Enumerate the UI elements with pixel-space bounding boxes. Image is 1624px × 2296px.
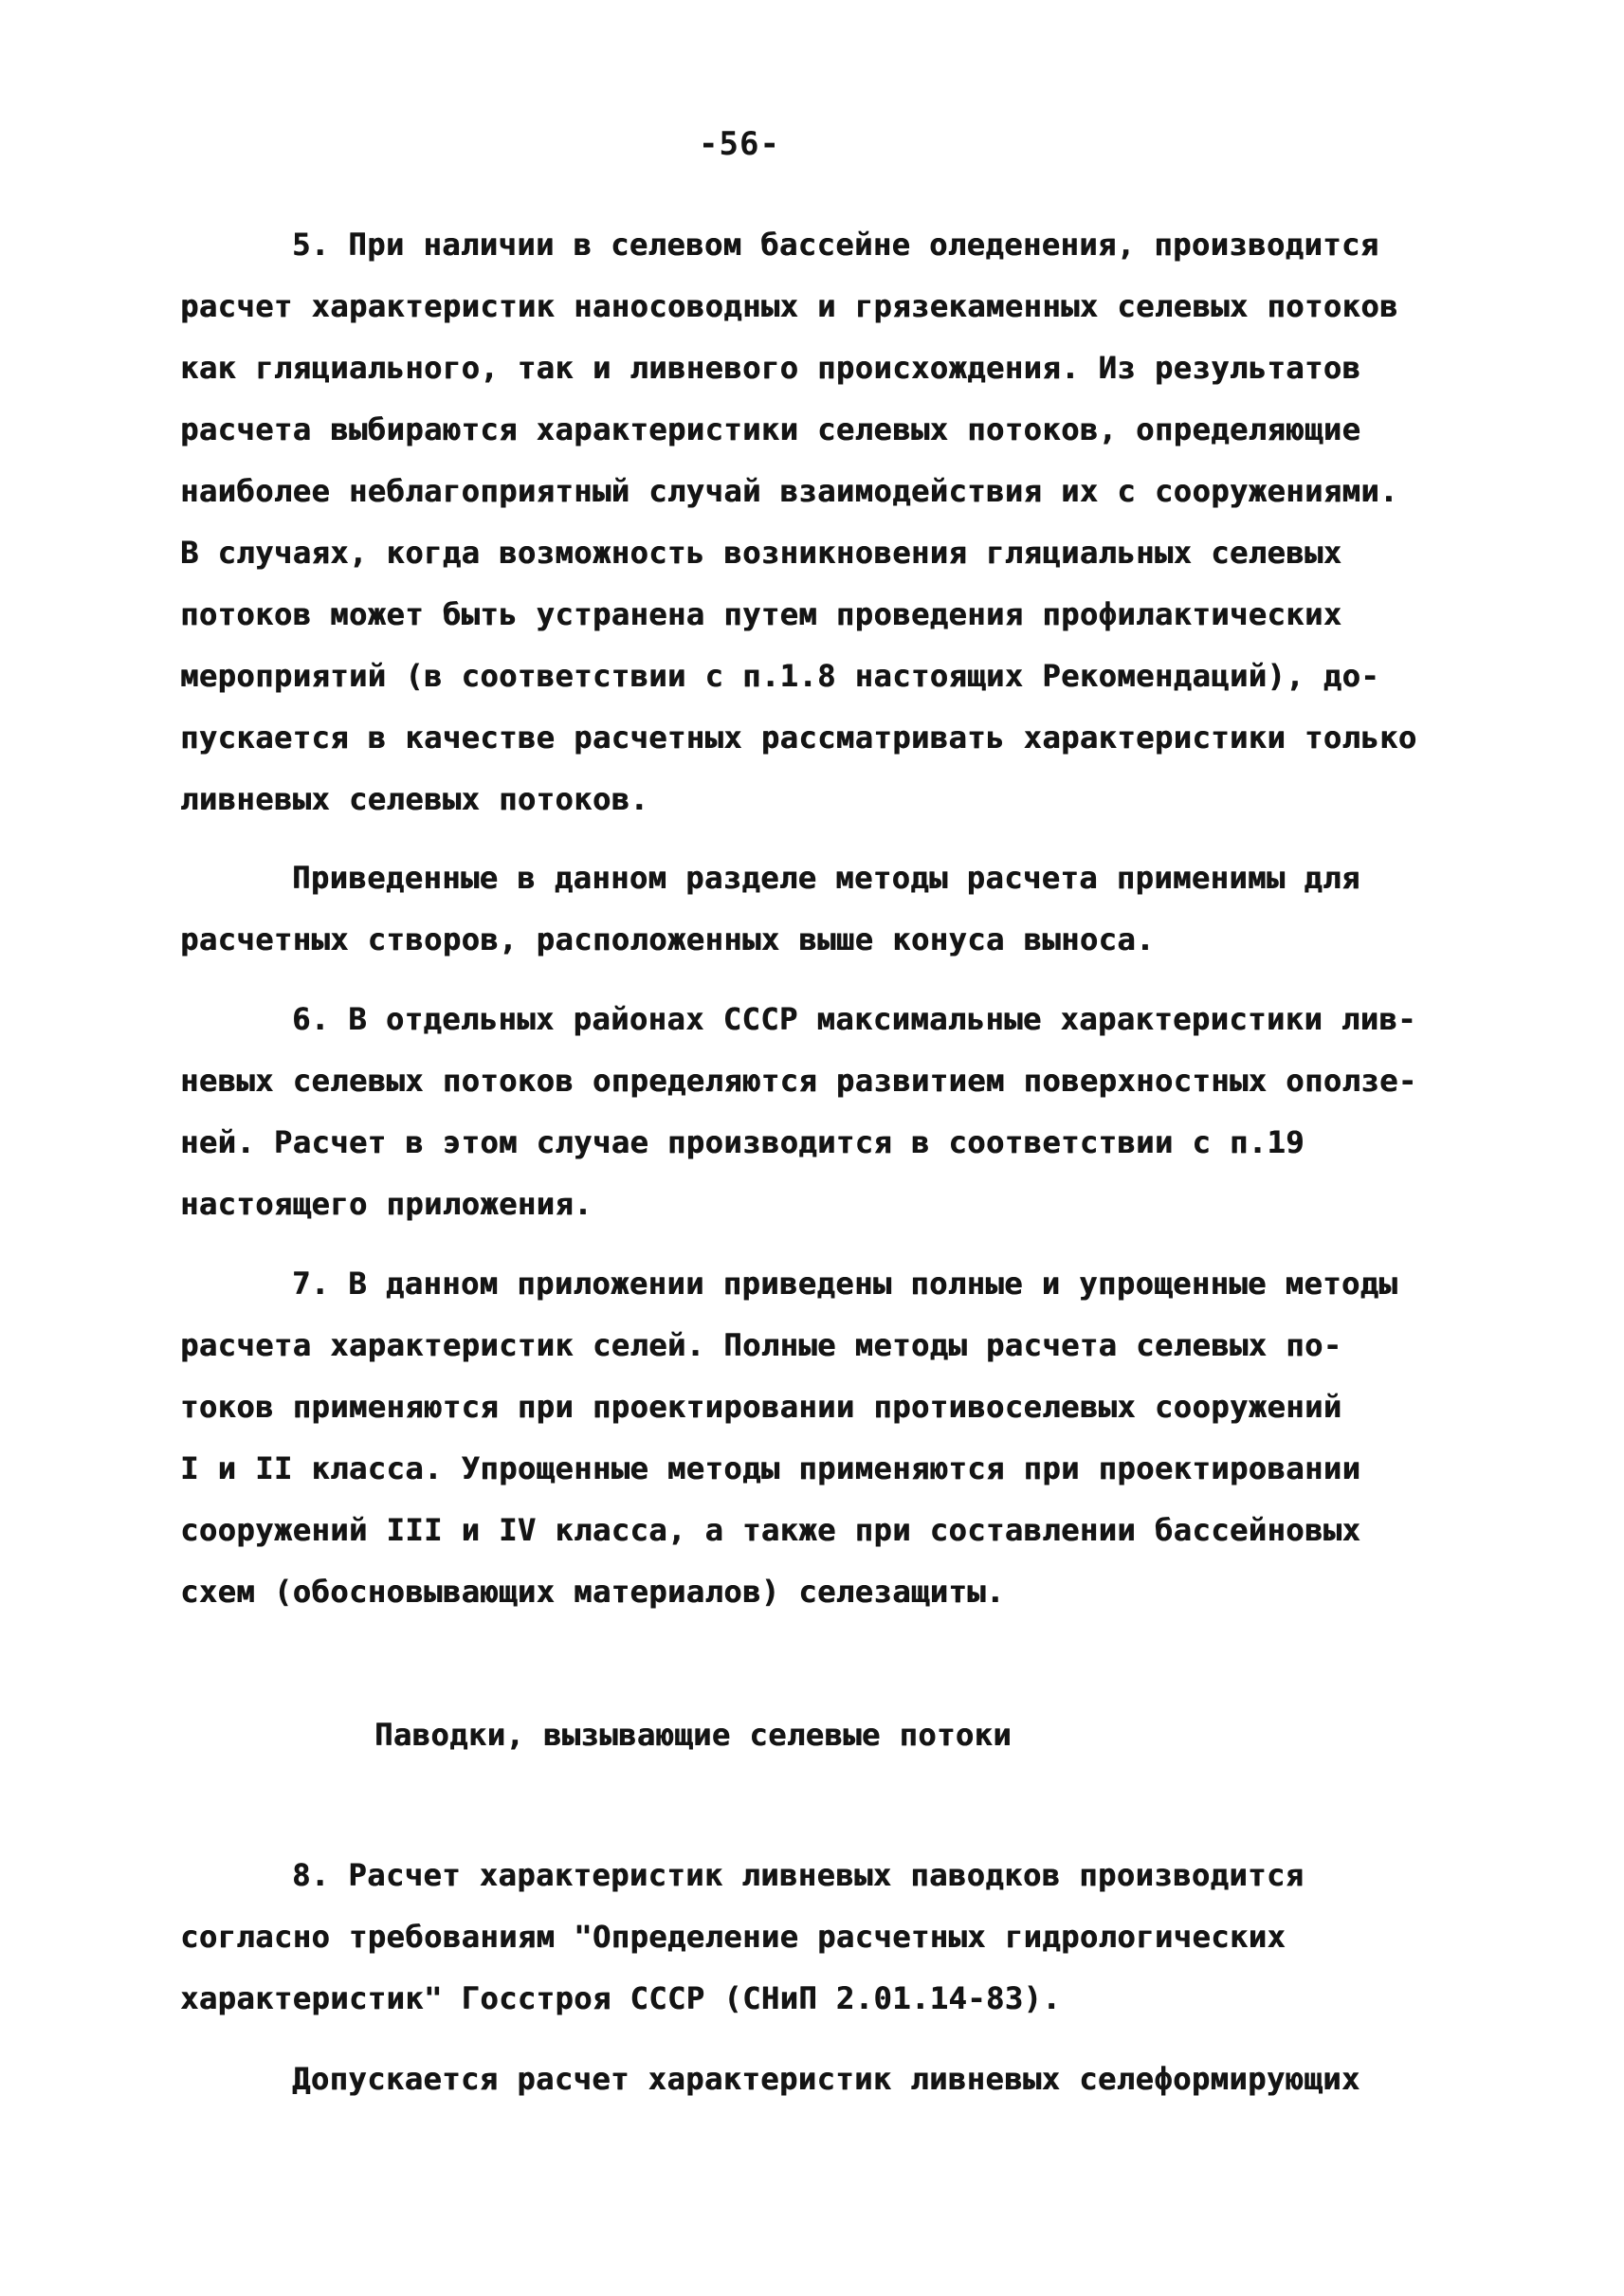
paragraph-7-line: I и II класса. Упрощенные методы применяются при проектировании: [180, 1450, 1361, 1486]
paragraph-7-line: 7. В данном приложении приведены полные и упрощенные методы: [292, 1266, 1398, 1302]
paragraph-8-line: согласно требованиям "Определение расчетных гидрологических: [180, 1919, 1286, 1955]
paragraph-8-line: 8. Расчет характеристик ливневых паводков производится: [292, 1857, 1305, 1893]
paragraph-5-line: пускается в качестве расчетных рассматривать характеристики только: [180, 720, 1417, 756]
paragraph-5b-line: расчетных створов, расположенных выше конуса выноса.: [180, 921, 1155, 957]
paragraph-5-line: наиболее неблагоприятный случай взаимодействия их с сооружениями.: [180, 473, 1398, 509]
paragraph-7-line: токов применяются при проектировании противоселевых сооружений: [180, 1389, 1342, 1425]
paragraph-5-line: расчет характеристик наносоводных и грязекаменных селевых потоков: [180, 288, 1398, 324]
page-number: -56-: [699, 125, 780, 163]
paragraph-6-line: 6. В отдельных районах СССР максимальные характеристики лив-: [292, 1001, 1416, 1037]
paragraph-5-line: 5. При наличии в селевом бассейне оледенения, производится: [292, 227, 1379, 263]
paragraph-5-line: как гляциального, так и ливневого происхождения. Из результатов: [180, 350, 1361, 386]
paragraph-7-line: схем (обосновывающих материалов) селезащиты.: [180, 1574, 1005, 1610]
section-heading: Паводки, вызывающие селевые потоки: [374, 1717, 1013, 1753]
paragraph-6-line: невых селевых потоков определяются развитием поверхностных оползе-: [180, 1063, 1417, 1099]
paragraph-7-line: сооружений III и IV класса, а также при составлении бассейновых: [180, 1512, 1361, 1548]
paragraph-5-line: В случаях, когда возможность возникновения гляциальных селевых: [180, 535, 1342, 571]
paragraph-5-line: мероприятий (в соответствии с п.1.8 настоящих Рекомендаций), до-: [180, 658, 1379, 694]
paragraph-6-line: настоящего приложения.: [180, 1186, 593, 1222]
paragraph-8-line: характеристик" Госстроя СССР (СНиП 2.01.14-83).: [180, 1980, 1061, 2016]
paragraph-5-line: расчета выбираются характеристики селевых потоков, определяющие: [180, 411, 1361, 447]
paragraph-6-line: ней. Расчет в этом случае производится в соответствии с п.19: [180, 1124, 1305, 1160]
paragraph-7-line: расчета характеристик селей. Полные методы расчета селевых по-: [180, 1327, 1342, 1363]
paragraph-5-line: потоков может быть устранена путем проведения профилактических: [180, 596, 1342, 632]
paragraph-5b-line: Приведенные в данном разделе методы расчета применимы для: [292, 860, 1360, 896]
paragraph-8b-line: Допускается расчет характеристик ливневых селеформирующих: [292, 2061, 1360, 2097]
paragraph-5-line: ливневых селевых потоков.: [180, 781, 649, 817]
